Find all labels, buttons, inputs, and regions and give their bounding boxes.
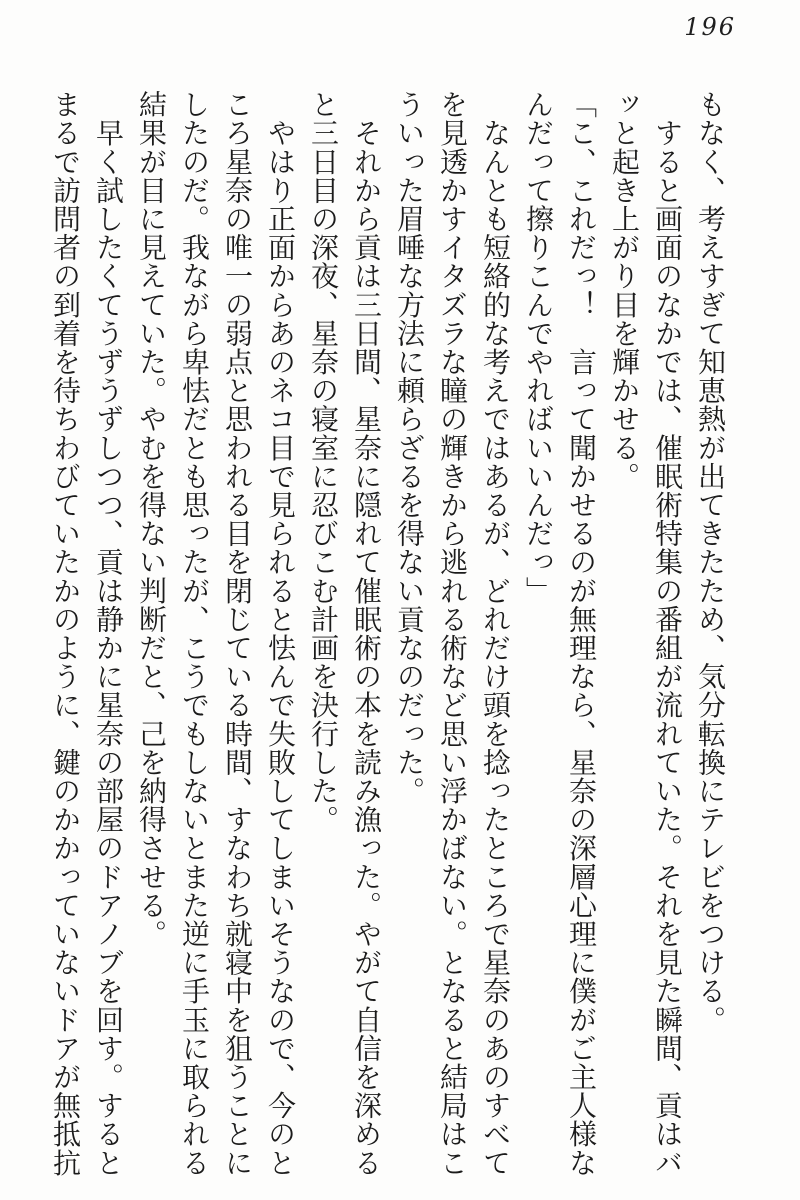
- text-line: まるで訪問者の到着を待ちわびていたかのように、鍵のかかっていないドアが無抵抗: [49, 90, 82, 1177]
- text-line: 結果が目に見えていた。やむを得ない判断だと、己を納得させる。: [135, 90, 168, 948]
- text-line: ころ星奈の唯一の弱点と思われる目を閉じている時間、すなわち就寝中を狙うことに: [221, 90, 254, 1177]
- text-line: それから貢は三日間、星奈に隠れて催眠術の本を読み漁った。やがて自信を深める: [350, 90, 383, 1177]
- text-line: と三日目の深夜、星奈の寝室に忍びこむ計画を決行した。: [307, 90, 340, 834]
- text-line: んだって擦りこんでやればいいんだっ」: [522, 90, 555, 605]
- text-line: を見透かすイタズラな瞳の輝きから逃れる術など思い浮かばない。となると結局はこ: [436, 90, 469, 1177]
- text-line: ッと起き上がり目を輝かせる。: [608, 90, 641, 491]
- text-line: もなく、考えすぎて知恵熱が出てきたため、気分転換にテレビをつける。: [694, 90, 727, 1034]
- text-line: したのだ。我ながら卑怯だとも思ったが、こうでもしないとまた逆に手玉に取られる: [178, 90, 211, 1177]
- text-line: すると画面のなかでは、催眠術特集の番組が流れていた。それを見た瞬間、貢はバ: [651, 90, 684, 1177]
- text-line: やはり正面からあのネコ目で見られると怯んで失敗してしまいそうなので、今のと: [264, 90, 297, 1177]
- text-line: ういった眉唾な方法に頼らざるを得ない貢なのだった。: [393, 90, 426, 805]
- text-line: 「こ、これだっ！ 言って聞かせるのが無理なら、星奈の深層心理に僕がご主人様な: [565, 90, 598, 1177]
- text-block: [44, 90, 732, 1194]
- page-number: 196: [684, 13, 736, 41]
- text-line: 早く試したくてうずうずしつつ、貢は静かに星奈の部屋のドアノブを回す。すると: [92, 90, 125, 1177]
- text-line: なんとも短絡的な考えではあるが、どれだけ頭を捻ったところで星奈のあのすべて: [479, 90, 512, 1177]
